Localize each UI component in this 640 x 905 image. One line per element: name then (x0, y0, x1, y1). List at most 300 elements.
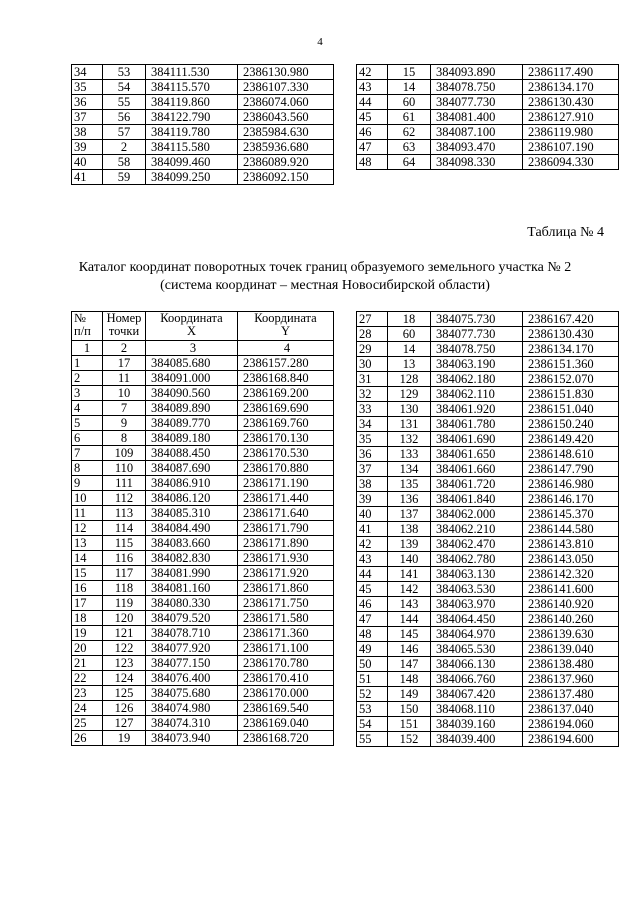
point-number-cell: 62 (388, 125, 431, 140)
table-row (72, 506, 334, 521)
coordinate-x-cell: 384064.450 (431, 612, 523, 627)
coordinate-y-cell: 2386151.830 (523, 387, 619, 402)
coordinate-y-cell: 2386137.960 (523, 672, 619, 687)
table-row (357, 522, 619, 537)
table-row (72, 641, 334, 656)
table-row (357, 627, 619, 642)
table-row (357, 462, 619, 477)
point-number-cell: 125 (103, 686, 146, 701)
coordinate-x-cell: 384077.730 (431, 327, 523, 342)
row-number-cell: 37 (72, 110, 103, 125)
coordinate-x-cell: 384084.490 (146, 521, 238, 536)
main-left-coordinates-table (71, 311, 334, 746)
row-number-cell: 33 (357, 402, 388, 417)
row-number-cell: 50 (357, 657, 388, 672)
point-number-cell: 59 (103, 170, 146, 185)
coordinate-y-cell: 2386094.330 (523, 155, 619, 170)
point-number-cell: 148 (388, 672, 431, 687)
coordinate-y-cell: 2386171.930 (238, 551, 334, 566)
row-number-cell: 21 (72, 656, 103, 671)
coordinate-x-cell: 384062.180 (431, 372, 523, 387)
point-number-cell: 2 (103, 140, 146, 155)
point-number-cell: 15 (388, 65, 431, 80)
coordinate-y-cell: 2386142.320 (523, 567, 619, 582)
point-number-cell: 142 (388, 582, 431, 597)
row-number-cell: 36 (357, 447, 388, 462)
coordinate-y-cell: 2386127.910 (523, 110, 619, 125)
table-row (357, 65, 619, 80)
row-number-cell: 39 (72, 140, 103, 155)
coordinate-x-cell: 384062.000 (431, 507, 523, 522)
point-number-cell: 7 (103, 401, 146, 416)
row-number-cell: 6 (72, 431, 103, 446)
column-index-cell: 1 (72, 341, 103, 356)
table-row (72, 491, 334, 506)
row-number-cell: 11 (72, 506, 103, 521)
header-text: Номер (106, 311, 142, 325)
table-row (357, 642, 619, 657)
coordinate-x-cell: 384063.130 (431, 567, 523, 582)
point-number-cell: 146 (388, 642, 431, 657)
catalog-title-line-1: Каталог координат поворотных точек границ образуемого земельного участка № 2 (78, 260, 572, 275)
table-row (72, 536, 334, 551)
row-number-cell: 52 (357, 687, 388, 702)
row-number-cell: 26 (72, 731, 103, 746)
coordinate-y-cell: 2386107.330 (238, 80, 334, 95)
coordinate-y-cell: 2386171.190 (238, 476, 334, 491)
point-number-cell: 110 (103, 461, 146, 476)
row-number-cell: 31 (357, 372, 388, 387)
table-row (357, 387, 619, 402)
row-number-cell: 39 (357, 492, 388, 507)
coordinate-x-cell: 384089.890 (146, 401, 238, 416)
row-number-cell: 1 (72, 356, 103, 371)
point-number-cell: 141 (388, 567, 431, 582)
coordinate-x-cell: 384062.780 (431, 552, 523, 567)
point-number-cell: 58 (103, 155, 146, 170)
coordinate-x-cell: 384115.580 (146, 140, 238, 155)
header-text: Y (280, 324, 291, 338)
point-number-cell: 11 (103, 371, 146, 386)
point-number-cell: 130 (388, 402, 431, 417)
coordinate-y-cell: 2386170.880 (238, 461, 334, 476)
coordinate-x-cell: 384039.400 (431, 732, 523, 747)
coordinate-x-cell: 384086.120 (146, 491, 238, 506)
table-row (357, 657, 619, 672)
point-number-cell: 147 (388, 657, 431, 672)
coordinate-y-cell: 2386147.790 (523, 462, 619, 477)
row-number-cell: 51 (357, 672, 388, 687)
coordinate-y-cell: 2386151.360 (523, 357, 619, 372)
row-number-cell: 13 (72, 536, 103, 551)
row-number-cell: 16 (72, 581, 103, 596)
coordinate-y-cell: 2386168.840 (238, 371, 334, 386)
coordinate-x-cell: 384077.730 (431, 95, 523, 110)
table-row (72, 461, 334, 476)
coordinate-y-cell: 2386141.600 (523, 582, 619, 597)
coordinate-y-cell: 2386146.980 (523, 477, 619, 492)
table-row (72, 731, 334, 746)
point-number-cell: 19 (103, 731, 146, 746)
table-row (72, 521, 334, 536)
table-row (72, 566, 334, 581)
table-row (357, 357, 619, 372)
point-number-cell: 152 (388, 732, 431, 747)
table-row (357, 687, 619, 702)
row-number-cell: 34 (72, 65, 103, 80)
row-number-cell: 20 (72, 641, 103, 656)
row-number-cell: 23 (72, 686, 103, 701)
coordinate-x-cell: 384061.780 (431, 417, 523, 432)
header-text: точки (108, 324, 140, 338)
table-row (357, 402, 619, 417)
coordinate-y-cell: 2386169.690 (238, 401, 334, 416)
coordinate-x-cell: 384074.310 (146, 716, 238, 731)
coordinate-x-cell: 384081.990 (146, 566, 238, 581)
table-row (72, 611, 334, 626)
coordinate-y-cell: 2386171.920 (238, 566, 334, 581)
row-number-cell: 7 (72, 446, 103, 461)
table-row (72, 581, 334, 596)
table-row (357, 155, 619, 170)
coordinate-y-cell: 2386171.640 (238, 506, 334, 521)
row-number-cell: 44 (357, 567, 388, 582)
row-number-cell: 17 (72, 596, 103, 611)
row-number-cell: 5 (72, 416, 103, 431)
row-number-cell: 46 (357, 597, 388, 612)
coordinate-x-cell: 384079.520 (146, 611, 238, 626)
coordinate-y-cell: 2386169.200 (238, 386, 334, 401)
coordinate-y-cell: 2386171.360 (238, 626, 334, 641)
top-left-coordinates-table (71, 64, 334, 185)
point-number-cell: 114 (103, 521, 146, 536)
table-row (72, 371, 334, 386)
coordinate-x-cell: 384061.650 (431, 447, 523, 462)
table-number-label: Таблица № 4 (527, 225, 604, 240)
point-number-cell: 140 (388, 552, 431, 567)
table-row (357, 732, 619, 747)
point-number-cell: 18 (388, 312, 431, 327)
point-number-cell: 14 (388, 342, 431, 357)
coordinate-x-cell: 384061.840 (431, 492, 523, 507)
coordinate-y-cell: 2386074.060 (238, 95, 334, 110)
table-row (72, 80, 334, 95)
point-number-cell: 124 (103, 671, 146, 686)
point-number-cell: 14 (388, 80, 431, 95)
table-row (72, 671, 334, 686)
coordinate-y-cell: 2386167.420 (523, 312, 619, 327)
row-number-cell: 32 (357, 387, 388, 402)
table-row (357, 612, 619, 627)
coordinate-y-cell: 2386137.480 (523, 687, 619, 702)
coordinate-x-cell: 384085.310 (146, 506, 238, 521)
point-number-cell: 115 (103, 536, 146, 551)
header-text: Координата (254, 311, 317, 325)
column-index-cell: 4 (238, 341, 334, 356)
coordinate-y-cell: 2386151.040 (523, 402, 619, 417)
row-number-cell: 41 (72, 170, 103, 185)
table-row (72, 476, 334, 491)
coordinate-x-cell: 384061.720 (431, 477, 523, 492)
coordinate-y-cell: 2386171.790 (238, 521, 334, 536)
row-number-cell: 46 (357, 125, 388, 140)
row-number-cell: 36 (72, 95, 103, 110)
row-number-cell: 9 (72, 476, 103, 491)
table-row (72, 170, 334, 185)
coordinate-y-cell: 2386171.750 (238, 596, 334, 611)
row-number-cell: 47 (357, 140, 388, 155)
point-number-cell: 132 (388, 432, 431, 447)
row-number-cell: 55 (357, 732, 388, 747)
coordinate-x-cell: 384083.660 (146, 536, 238, 551)
table-row (72, 401, 334, 416)
table-row (357, 417, 619, 432)
coordinate-x-cell: 384080.330 (146, 596, 238, 611)
coordinate-x-cell: 384093.470 (431, 140, 523, 155)
point-number-cell: 131 (388, 417, 431, 432)
table-row (72, 686, 334, 701)
point-number-cell: 144 (388, 612, 431, 627)
point-number-cell: 109 (103, 446, 146, 461)
coordinate-y-cell: 2386168.720 (238, 731, 334, 746)
row-number-cell: 38 (72, 125, 103, 140)
point-number-cell: 134 (388, 462, 431, 477)
row-number-cell: 41 (357, 522, 388, 537)
table-row (357, 110, 619, 125)
coordinate-y-cell: 2386140.920 (523, 597, 619, 612)
table-row (357, 80, 619, 95)
table-row (357, 537, 619, 552)
header-text: Координата (160, 311, 223, 325)
coordinate-x-cell: 384078.750 (431, 342, 523, 357)
point-number-cell: 8 (103, 431, 146, 446)
table-row (72, 701, 334, 716)
row-number-cell: 27 (357, 312, 388, 327)
coordinate-x-cell: 384077.920 (146, 641, 238, 656)
coordinate-y-cell: 2386137.040 (523, 702, 619, 717)
coordinate-y-cell: 2386119.980 (523, 125, 619, 140)
table-row (357, 95, 619, 110)
table-row (72, 626, 334, 641)
coordinate-x-cell: 384062.210 (431, 522, 523, 537)
coordinate-x-cell: 384066.130 (431, 657, 523, 672)
coordinate-x-cell: 384091.000 (146, 371, 238, 386)
table-row (72, 551, 334, 566)
row-number-cell: 14 (72, 551, 103, 566)
point-number-cell: 139 (388, 537, 431, 552)
page-number: 4 (317, 36, 323, 48)
point-number-cell: 127 (103, 716, 146, 731)
header-cell (103, 312, 146, 341)
coordinate-y-cell: 2386139.630 (523, 627, 619, 642)
table-row (357, 672, 619, 687)
row-number-cell: 10 (72, 491, 103, 506)
coordinate-y-cell: 2386170.000 (238, 686, 334, 701)
coordinate-y-cell: 2386157.280 (238, 356, 334, 371)
point-number-cell: 63 (388, 140, 431, 155)
coordinate-y-cell: 2386140.260 (523, 612, 619, 627)
point-number-cell: 57 (103, 125, 146, 140)
column-index-row (72, 341, 334, 356)
coordinate-y-cell: 2386143.050 (523, 552, 619, 567)
row-number-cell: 34 (357, 417, 388, 432)
point-number-cell: 60 (388, 95, 431, 110)
table-row (357, 552, 619, 567)
coordinate-y-cell: 2386145.370 (523, 507, 619, 522)
coordinate-y-cell: 2386146.170 (523, 492, 619, 507)
coordinate-x-cell: 384087.690 (146, 461, 238, 476)
coordinate-y-cell: 2386150.240 (523, 417, 619, 432)
coordinate-y-cell: 2386170.780 (238, 656, 334, 671)
point-number-cell: 137 (388, 507, 431, 522)
header-cell (146, 312, 238, 341)
row-number-cell: 47 (357, 612, 388, 627)
coordinate-y-cell: 2386170.410 (238, 671, 334, 686)
row-number-cell: 43 (357, 80, 388, 95)
point-number-cell: 116 (103, 551, 146, 566)
row-number-cell: 49 (357, 642, 388, 657)
coordinate-y-cell: 2386143.810 (523, 537, 619, 552)
table-row (72, 716, 334, 731)
point-number-cell: 121 (103, 626, 146, 641)
coordinate-x-cell: 384062.470 (431, 537, 523, 552)
point-number-cell: 122 (103, 641, 146, 656)
point-number-cell: 149 (388, 687, 431, 702)
coordinate-y-cell: 2386171.100 (238, 641, 334, 656)
row-number-cell: 29 (357, 342, 388, 357)
row-number-cell: 4 (72, 401, 103, 416)
table-row (72, 431, 334, 446)
coordinate-x-cell: 384089.180 (146, 431, 238, 446)
point-number-cell: 9 (103, 416, 146, 431)
coordinate-x-cell: 384122.790 (146, 110, 238, 125)
table-row (357, 125, 619, 140)
table-row (72, 110, 334, 125)
coordinate-x-cell: 384086.910 (146, 476, 238, 491)
coordinate-y-cell: 2385984.630 (238, 125, 334, 140)
coordinate-x-cell: 384119.860 (146, 95, 238, 110)
point-number-cell: 113 (103, 506, 146, 521)
table-row (357, 432, 619, 447)
table-row (72, 140, 334, 155)
coordinate-x-cell: 384073.940 (146, 731, 238, 746)
row-number-cell: 40 (72, 155, 103, 170)
coordinate-x-cell: 384078.710 (146, 626, 238, 641)
table-row (72, 386, 334, 401)
point-number-cell: 143 (388, 597, 431, 612)
coordinate-x-cell: 384068.110 (431, 702, 523, 717)
header-text: № (74, 311, 86, 325)
table-row (72, 356, 334, 371)
point-number-cell: 17 (103, 356, 146, 371)
table-row (72, 65, 334, 80)
table-header-row (72, 312, 334, 341)
table-row (72, 416, 334, 431)
coordinate-y-cell: 2386134.170 (523, 80, 619, 95)
row-number-cell: 54 (357, 717, 388, 732)
table-row (72, 155, 334, 170)
coordinate-y-cell: 2386138.480 (523, 657, 619, 672)
coordinate-x-cell: 384111.530 (146, 65, 238, 80)
row-number-cell: 40 (357, 507, 388, 522)
point-number-cell: 138 (388, 522, 431, 537)
table-row (357, 582, 619, 597)
row-number-cell: 48 (357, 627, 388, 642)
coordinate-y-cell: 2386194.600 (523, 732, 619, 747)
point-number-cell: 120 (103, 611, 146, 626)
point-number-cell: 151 (388, 717, 431, 732)
coordinate-y-cell: 2386149.420 (523, 432, 619, 447)
main-right-coordinates-table (356, 311, 619, 747)
row-number-cell: 38 (357, 477, 388, 492)
coordinate-x-cell: 384087.100 (431, 125, 523, 140)
table-row (72, 446, 334, 461)
point-number-cell: 126 (103, 701, 146, 716)
coordinate-x-cell: 384061.690 (431, 432, 523, 447)
table-row (357, 492, 619, 507)
coordinate-x-cell: 384076.400 (146, 671, 238, 686)
coordinate-x-cell: 384066.760 (431, 672, 523, 687)
point-number-cell: 129 (388, 387, 431, 402)
point-number-cell: 150 (388, 702, 431, 717)
row-number-cell: 24 (72, 701, 103, 716)
table-row (357, 597, 619, 612)
table-row (72, 125, 334, 140)
coordinate-y-cell: 2386043.560 (238, 110, 334, 125)
point-number-cell: 136 (388, 492, 431, 507)
header-text: X (186, 324, 197, 338)
catalog-title (40, 259, 610, 295)
column-index-cell: 2 (103, 341, 146, 356)
row-number-cell: 35 (357, 432, 388, 447)
row-number-cell: 22 (72, 671, 103, 686)
point-number-cell: 123 (103, 656, 146, 671)
table-row (357, 507, 619, 522)
coordinate-x-cell: 384115.570 (146, 80, 238, 95)
row-number-cell: 45 (357, 110, 388, 125)
coordinate-x-cell: 384075.680 (146, 686, 238, 701)
coordinate-y-cell: 2386194.060 (523, 717, 619, 732)
coordinate-y-cell: 2386092.150 (238, 170, 334, 185)
table-row (357, 140, 619, 155)
coordinate-y-cell: 2386171.580 (238, 611, 334, 626)
row-number-cell: 42 (357, 537, 388, 552)
coordinate-x-cell: 384081.400 (431, 110, 523, 125)
coordinate-y-cell: 2386171.860 (238, 581, 334, 596)
table-row (72, 95, 334, 110)
point-number-cell: 117 (103, 566, 146, 581)
table-row (357, 717, 619, 732)
row-number-cell: 15 (72, 566, 103, 581)
coordinate-y-cell: 2385936.680 (238, 140, 334, 155)
table-row (357, 327, 619, 342)
coordinate-x-cell: 384081.160 (146, 581, 238, 596)
point-number-cell: 64 (388, 155, 431, 170)
table-row (72, 596, 334, 611)
coordinate-y-cell: 2386130.980 (238, 65, 334, 80)
coordinate-x-cell: 384093.890 (431, 65, 523, 80)
row-number-cell: 45 (357, 582, 388, 597)
table-row (357, 567, 619, 582)
point-number-cell: 128 (388, 372, 431, 387)
row-number-cell: 43 (357, 552, 388, 567)
coordinate-y-cell: 2386117.490 (523, 65, 619, 80)
coordinate-x-cell: 384063.190 (431, 357, 523, 372)
coordinate-y-cell: 2386171.890 (238, 536, 334, 551)
table-row (72, 656, 334, 671)
table-row (357, 372, 619, 387)
coordinate-y-cell: 2386170.130 (238, 431, 334, 446)
